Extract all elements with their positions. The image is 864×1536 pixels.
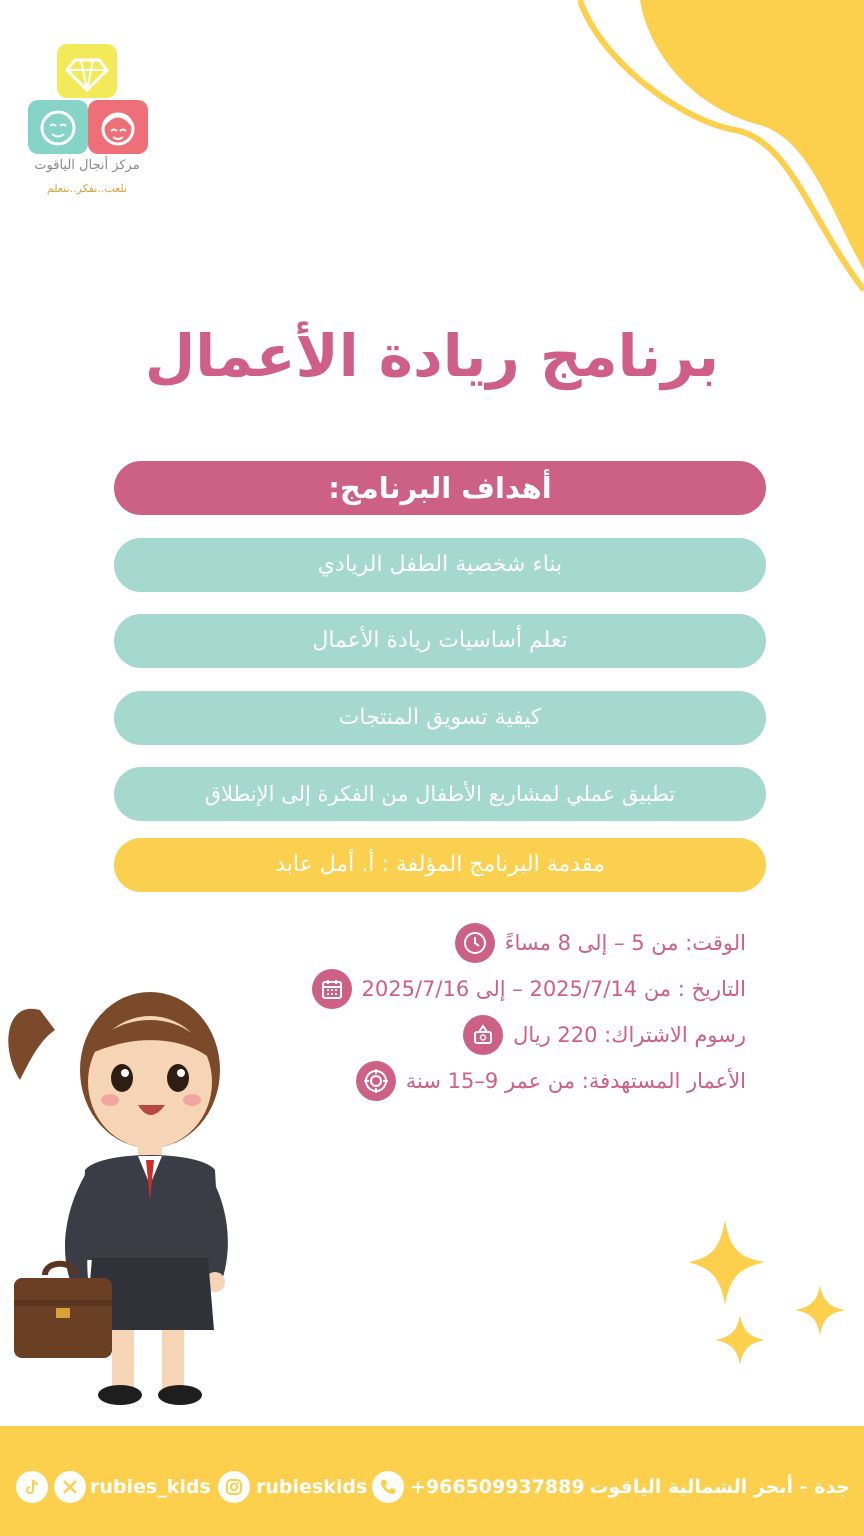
calendar-icon (312, 969, 352, 1009)
page-title: برنامج ريادة الأعمال (144, 322, 720, 390)
presenter-banner: مقدمة البرنامج المؤلفة : أ. أمل عابد (114, 838, 766, 892)
instagram-icon[interactable] (218, 1471, 250, 1503)
goal-item: بناء شخصية الطفل الريادي (114, 538, 766, 592)
money-icon (463, 1015, 503, 1055)
sparkle-decoration (680, 1210, 860, 1380)
goal-item: تطبيق عملي لمشاريع الأطفال من الفكرة إلى الإنطلاق (114, 767, 766, 821)
clock-icon (455, 923, 495, 963)
phone-number[interactable]: +966509937889 (410, 1476, 585, 1498)
girl-face-icon (88, 100, 148, 154)
boy-face-icon (28, 100, 88, 154)
ages-detail (356, 1061, 746, 1101)
x-handle[interactable]: rubies_kids (90, 1476, 211, 1498)
time-detail (455, 923, 746, 963)
fee-text: رسوم الاشتراك: 220 ريال (513, 1023, 746, 1047)
fee-detail (463, 1015, 746, 1055)
time-text: الوقت: من 5 – إلى 8 مساءً (504, 931, 746, 955)
date-detail (312, 969, 747, 1009)
phone-icon[interactable] (372, 1471, 404, 1503)
center-logo (22, 40, 152, 210)
logo-name: مركز أنجال الياقوت (34, 158, 140, 173)
ages-text: الأعمار المستهدفة: من عمر 9–15 سنة (405, 1069, 746, 1093)
date-text: التاريخ : من 2025/7/14 – إلى 2025/7/16 (361, 977, 746, 1001)
logo-tagline: نلعب..نفكر..نتعلم (46, 182, 128, 195)
instagram-handle[interactable]: rubieskids (256, 1476, 368, 1498)
goal-item: تعلم أساسيات ريادة الأعمال (114, 614, 766, 668)
diamond-icon (57, 44, 117, 98)
girl-entrepreneur-illustration (0, 960, 250, 1420)
goal-item: كيفية تسويق المنتجات (114, 691, 766, 745)
goals-heading: أهداف البرنامج: (114, 461, 766, 515)
tiktok-icon[interactable] (16, 1471, 48, 1503)
location-text: جدة - أبحر الشمالية الياقوت (589, 1476, 850, 1498)
target-icon (356, 1061, 396, 1101)
x-icon[interactable] (54, 1471, 86, 1503)
